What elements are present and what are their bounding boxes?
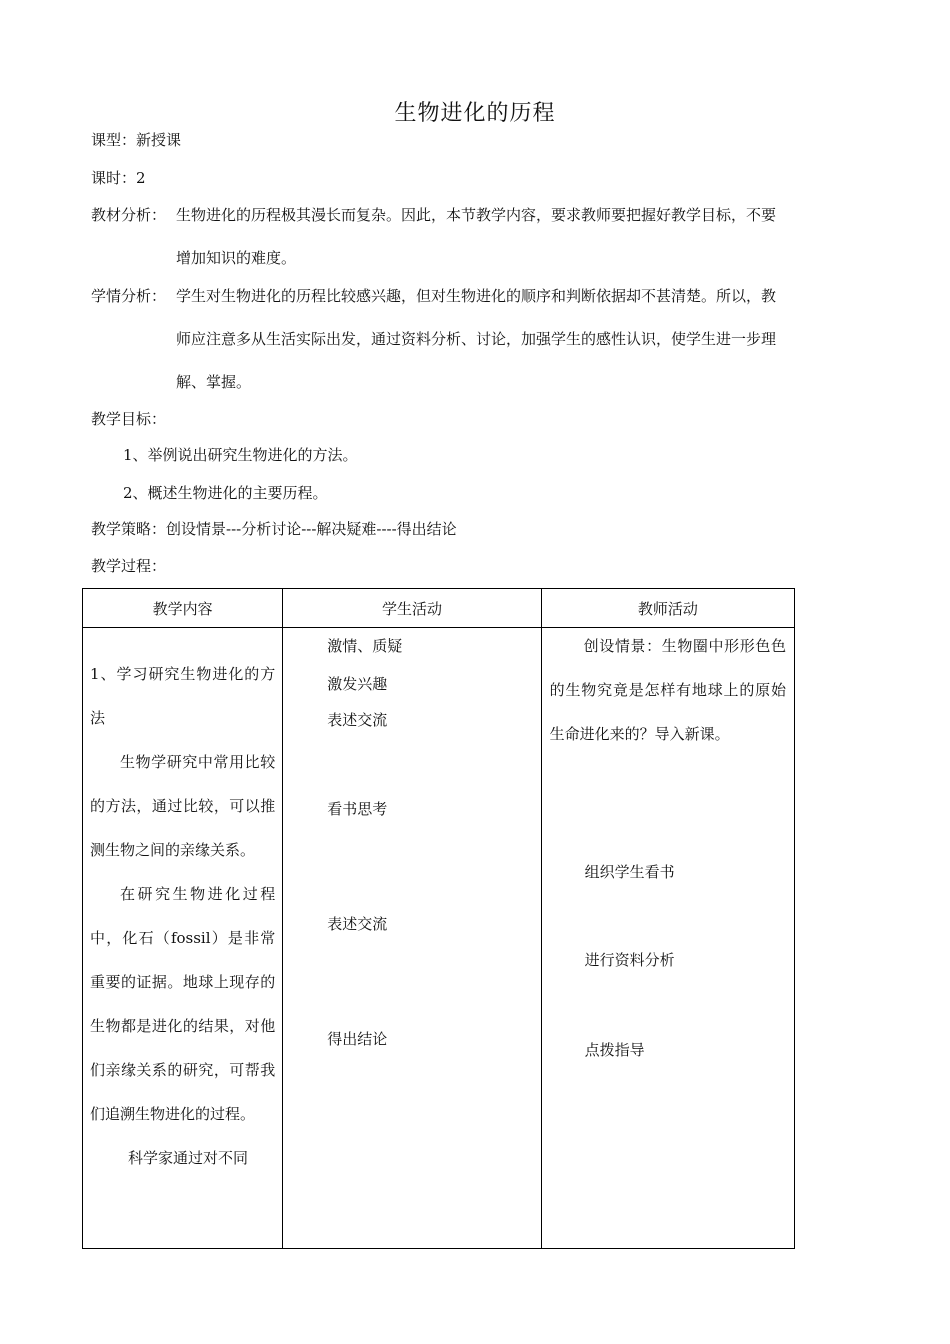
teaching-content-cell bbox=[83, 628, 283, 1249]
student-activity: 激情、质疑 bbox=[327, 637, 403, 655]
teacher-intro: 创设情景：生物圈中形形色色的生物究竟是怎样有地球上的原始生命进化来的？导入新课。 bbox=[549, 637, 786, 743]
header-teaching-content: 教学内容 bbox=[83, 589, 283, 628]
student-activity: 激发兴趣 bbox=[327, 675, 388, 693]
student-activity: 表述交流 bbox=[327, 711, 388, 729]
lesson-table bbox=[82, 588, 795, 1249]
student-analysis-text: 师应注意多从生活实际出发，通过资料分析、讨论，加强学生的感性认识，使学生进一步理 bbox=[176, 330, 777, 348]
teacher-activity-cell bbox=[541, 628, 794, 1249]
document-title: 生物进化的历程 bbox=[394, 101, 556, 126]
student-activity: 看书思考 bbox=[327, 800, 388, 818]
content-heading: 1、学习研究生物进化的方法 bbox=[90, 665, 276, 727]
material-analysis-label: 教材分析： bbox=[91, 206, 167, 224]
student-analysis-label: 学情分析： bbox=[91, 287, 167, 305]
content-paragraph: 生物学研究中常用比较的方法，通过比较，可以推测生物之间的亲缘关系。 bbox=[90, 753, 276, 859]
student-analysis-text: 解、掌握。 bbox=[176, 373, 252, 391]
teacher-activity: 进行资料分析 bbox=[584, 951, 675, 969]
header-teacher-activity: 教师活动 bbox=[541, 589, 794, 628]
material-analysis-text: 生物进化的历程极其漫长而复杂。因此，本节教学内容，要求教师要把握好教学目标，不要 bbox=[176, 206, 777, 224]
course-type: 课型：新授课 bbox=[91, 131, 182, 149]
teaching-goal: 1、举例说出研究生物进化的方法。 bbox=[123, 446, 358, 464]
student-analysis-text: 学生对生物进化的历程比较感兴趣，但对生物进化的顺序和判断依据却不甚清楚。所以，教 bbox=[176, 287, 777, 305]
teacher-activity: 组织学生看书 bbox=[584, 863, 675, 881]
student-activity-cell bbox=[283, 628, 541, 1249]
student-activity: 表述交流 bbox=[327, 915, 388, 933]
teaching-goal: 2、概述生物进化的主要历程。 bbox=[123, 484, 328, 502]
class-hours: 课时：2 bbox=[91, 169, 146, 187]
teacher-activity: 点拨指导 bbox=[584, 1041, 645, 1059]
teaching-process-label: 教学过程： bbox=[91, 557, 167, 575]
content-paragraph: 在研究生物进化过程中，化石（fossil）是非常重要的证据。地球上现存的生物都是进化的结果，对他们亲缘关系的研究，可帮我们追溯生物进化的过程。 bbox=[90, 885, 276, 1123]
teaching-strategy: 教学策略：创设情景---分析讨论---解决疑难----得出结论 bbox=[91, 520, 457, 538]
header-student-activity: 学生活动 bbox=[283, 589, 541, 628]
teaching-goals-label: 教学目标： bbox=[91, 410, 167, 428]
content-paragraph: 科学家通过对不同 bbox=[128, 1149, 249, 1167]
material-analysis-text: 增加知识的难度。 bbox=[176, 249, 297, 267]
student-activity: 得出结论 bbox=[327, 1030, 388, 1048]
